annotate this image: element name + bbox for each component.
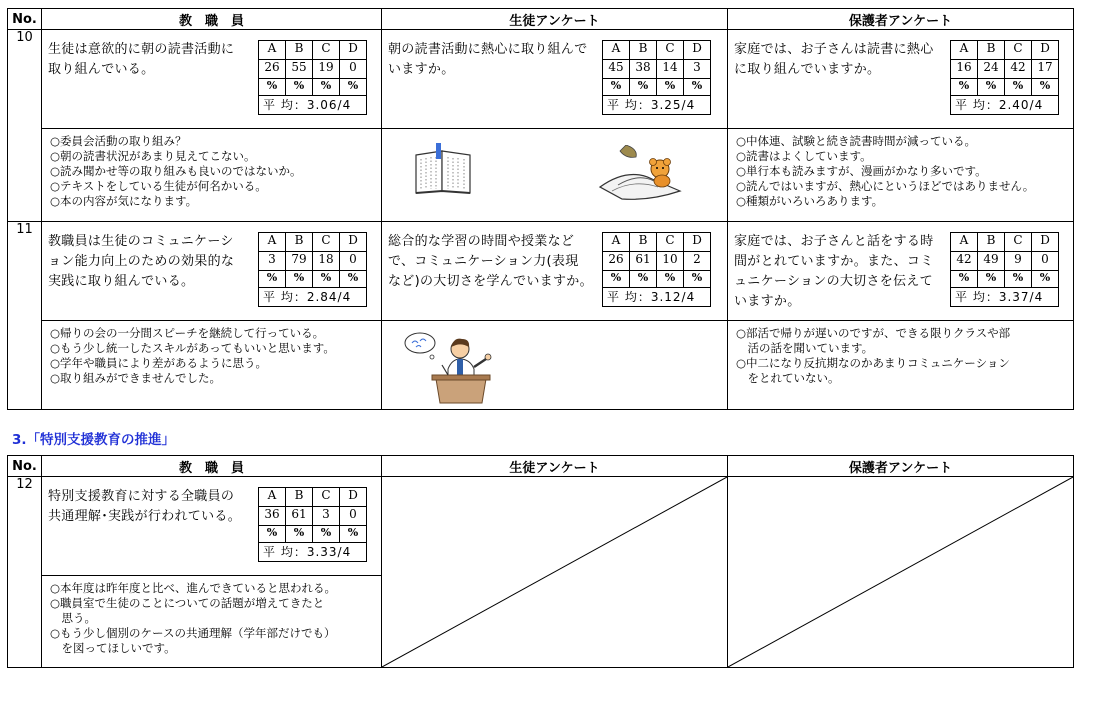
comment-line: ○部活で帰りが遅いのですが、できる限りクラスや部 (736, 326, 1011, 340)
score-value: 0 (1032, 252, 1059, 271)
speaker-at-podium-icon (402, 329, 502, 405)
score-label: B (630, 41, 657, 60)
average-score: 平 均：3.12/4 (603, 288, 711, 307)
parent-question-cell (728, 222, 1074, 321)
comment-line: ○本の内容が気になります。 (50, 194, 198, 208)
staff-question-cell (42, 30, 382, 129)
student-question-cell (382, 222, 728, 321)
comment-line: ○もう少し統一したスキルがあってもいいと思います。 (50, 341, 335, 355)
percent-mark: % (978, 79, 1005, 96)
score-label: A (259, 488, 286, 507)
score-value: 26 (259, 60, 286, 79)
score-label: D (340, 233, 367, 252)
row-number: 12 (8, 477, 42, 668)
percent-mark: % (313, 79, 340, 96)
score-value: 42 (951, 252, 978, 271)
percent-mark: % (657, 271, 684, 288)
score-label: B (286, 41, 313, 60)
percent-mark: % (1032, 79, 1059, 96)
comment-line: ○職員室で生徒のことについての話題が増えてきたと (50, 596, 325, 610)
percent-mark: % (978, 271, 1005, 288)
comment-line: ○読み聞かせ等の取り組みも良いのではないか。 (50, 164, 302, 178)
score-label: A (951, 41, 978, 60)
average-score: 平 均：3.37/4 (951, 288, 1059, 307)
score-label: C (313, 41, 340, 60)
score-box (950, 232, 1059, 307)
comment-line: ○朝の読書状況があまり見えてこない。 (50, 149, 256, 163)
score-label: B (630, 233, 657, 252)
comment-line: ○本年度は昨年度と比べ、進んできていると思われる。 (50, 581, 337, 595)
row-10-comments (8, 129, 1074, 222)
score-box (258, 232, 367, 307)
staff-comments-cell (42, 129, 382, 222)
average-score: 平 均：2.84/4 (259, 288, 367, 307)
header-student: 生徒アンケート (382, 9, 728, 30)
percent-mark: % (1005, 271, 1032, 288)
score-value: 36 (259, 507, 286, 526)
row-12-question (8, 477, 1074, 576)
percent-mark: % (340, 526, 367, 543)
question-text: 特別支援教育に対する全職員の 共通理解･実践が行われている。 (48, 489, 242, 524)
student-not-applicable-cell (382, 477, 728, 668)
average-score: 平 均：3.06/4 (259, 96, 367, 115)
percent-mark: % (340, 79, 367, 96)
percent-mark: % (951, 79, 978, 96)
score-box (950, 40, 1059, 115)
score-label: B (978, 41, 1005, 60)
staff-question-cell (42, 477, 382, 576)
header-no: No. (8, 9, 42, 30)
score-label: C (313, 233, 340, 252)
header-student: 生徒アンケート (382, 456, 728, 477)
average-score: 平 均：3.33/4 (259, 543, 367, 562)
score-value: 61 (286, 507, 313, 526)
percent-mark: % (286, 526, 313, 543)
percent-mark: % (259, 271, 286, 288)
illustration-cell (382, 129, 728, 222)
score-label: A (603, 233, 630, 252)
score-label: C (657, 41, 684, 60)
comment-line: ○委員会活動の取り組み？ (50, 134, 187, 148)
percent-mark: % (630, 271, 657, 288)
comment-line: ○もう少し個別のケースの共通理解（学年部だけでも） (50, 626, 336, 640)
score-label: B (978, 233, 1005, 252)
header-row (8, 456, 1074, 477)
section-title: 3.「特別支援教育の推進」 (12, 432, 176, 448)
score-label: A (951, 233, 978, 252)
score-label: D (340, 41, 367, 60)
header-staff: 教 職 員 (42, 456, 382, 477)
score-value: 61 (630, 252, 657, 271)
comment-line: ○種類がいろいろあります。 (736, 194, 884, 208)
illustration-cell (382, 321, 728, 410)
score-value: 18 (313, 252, 340, 271)
comment-line: ○取り組みができませんでした。 (50, 371, 222, 385)
average-score: 平 均：2.40/4 (951, 96, 1059, 115)
header-staff: 教 職 員 (42, 9, 382, 30)
question-text: 教職員は生徒のコミュニケーシ ョン能力向上のための効果的な 実践に取り組んでいる。 (48, 234, 235, 289)
score-value: 17 (1032, 60, 1059, 79)
score-value: 49 (978, 252, 1005, 271)
student-question-cell (382, 30, 728, 129)
reading-child-icon (598, 145, 690, 203)
score-value: 14 (657, 60, 684, 79)
staff-comments-cell (42, 576, 382, 668)
percent-mark: % (684, 271, 711, 288)
survey-table-2 (7, 455, 1074, 668)
comment-line: ○単行本も読みますが、漫画がかなり多いです。 (736, 164, 987, 178)
percent-mark: % (630, 79, 657, 96)
score-label: A (603, 41, 630, 60)
score-value: 3 (259, 252, 286, 271)
score-label: D (684, 233, 711, 252)
comment-line: ○帰りの会の一分間スピーチを継続して行っている。 (50, 326, 325, 340)
score-label: D (1032, 41, 1059, 60)
parent-comments-cell (728, 321, 1074, 410)
score-box (602, 40, 711, 115)
percent-mark: % (340, 271, 367, 288)
score-label: C (657, 233, 684, 252)
row-10-question (8, 30, 1074, 129)
question-text: 家庭では、お子さんと話をする時 間がとれていますか。また、コミ ュニケーションの大切さを伝えて いますか。 (734, 234, 934, 309)
score-value: 42 (1005, 60, 1032, 79)
question-text: 総合的な学習の時間や授業など で、コミュニケーション力(表現 など)の大切さを学んでいますか。 (388, 234, 593, 289)
row-11-comments (8, 321, 1074, 410)
percent-mark: % (951, 271, 978, 288)
parent-not-applicable-cell (728, 477, 1074, 668)
score-label: B (286, 488, 313, 507)
percent-mark: % (286, 79, 313, 96)
percent-mark: % (259, 79, 286, 96)
comment-line: を図ってほしいです。 (50, 641, 176, 655)
score-value: 0 (340, 60, 367, 79)
header-parent: 保護者アンケート (728, 456, 1074, 477)
staff-question-cell (42, 222, 382, 321)
score-box (258, 487, 367, 562)
question-text: 朝の読書活動に熱心に取り組んで いますか。 (388, 42, 588, 77)
score-label: B (286, 233, 313, 252)
average-score: 平 均：3.25/4 (603, 96, 711, 115)
percent-mark: % (603, 271, 630, 288)
score-box (602, 232, 711, 307)
score-value: 38 (630, 60, 657, 79)
score-value: 3 (684, 60, 711, 79)
percent-mark: % (313, 271, 340, 288)
score-value: 0 (340, 252, 367, 271)
comment-line: ○中二になり反抗期なのかあまりコミュニケーション (736, 356, 1010, 370)
percent-mark: % (603, 79, 630, 96)
score-value: 10 (657, 252, 684, 271)
percent-mark: % (1005, 79, 1032, 96)
parent-comments-cell (728, 129, 1074, 222)
diagonal-strike-line (728, 477, 1073, 667)
staff-comments-cell (42, 321, 382, 410)
comment-line: ○テキストをしている生徒が何名かいる。 (50, 179, 267, 193)
comment-line: をとれていない。 (736, 371, 840, 385)
percent-mark: % (286, 271, 313, 288)
score-value: 0 (340, 507, 367, 526)
row-number: 10 (8, 30, 42, 222)
score-value: 79 (286, 252, 313, 271)
open-book-icon (412, 143, 474, 195)
score-label: C (1005, 41, 1032, 60)
score-value: 3 (313, 507, 340, 526)
header-row (8, 9, 1074, 30)
diagonal-strike-line (382, 477, 727, 667)
header-no: No. (8, 456, 42, 477)
score-label: D (340, 488, 367, 507)
score-label: A (259, 233, 286, 252)
score-value: 2 (684, 252, 711, 271)
header-parent: 保護者アンケート (728, 9, 1074, 30)
comment-line: ○読んではいますが、熱心にというほどではありません。 (736, 179, 1035, 193)
comment-line: ○読書はよくしています。 (736, 149, 872, 163)
score-value: 55 (286, 60, 313, 79)
score-label: A (259, 41, 286, 60)
row-number: 11 (8, 222, 42, 410)
score-value: 45 (603, 60, 630, 79)
percent-mark: % (259, 526, 286, 543)
score-label: C (1005, 233, 1032, 252)
row-11-question (8, 222, 1074, 321)
score-label: D (684, 41, 711, 60)
score-value: 19 (313, 60, 340, 79)
score-box (258, 40, 367, 115)
score-label: C (313, 488, 340, 507)
score-label: D (1032, 233, 1059, 252)
comment-line: 思う。 (50, 611, 96, 625)
score-value: 9 (1005, 252, 1032, 271)
comment-line: ○中体連、試験と続き読書時間が減っている。 (736, 134, 977, 148)
percent-mark: % (684, 79, 711, 96)
survey-table-1 (7, 8, 1074, 410)
percent-mark: % (657, 79, 684, 96)
score-value: 16 (951, 60, 978, 79)
question-text: 家庭では、お子さんは読書に熱心 に取り組んでいますか。 (734, 42, 934, 77)
parent-question-cell (728, 30, 1074, 129)
comment-line: ○学年や職員により差があるように思う。 (50, 356, 268, 370)
question-text: 生徒は意欲的に朝の読書活動に 取り組んでいる。 (48, 42, 235, 77)
percent-mark: % (1032, 271, 1059, 288)
score-value: 26 (603, 252, 630, 271)
comment-line: 活の話を聞いています。 (736, 341, 874, 355)
percent-mark: % (313, 526, 340, 543)
score-value: 24 (978, 60, 1005, 79)
